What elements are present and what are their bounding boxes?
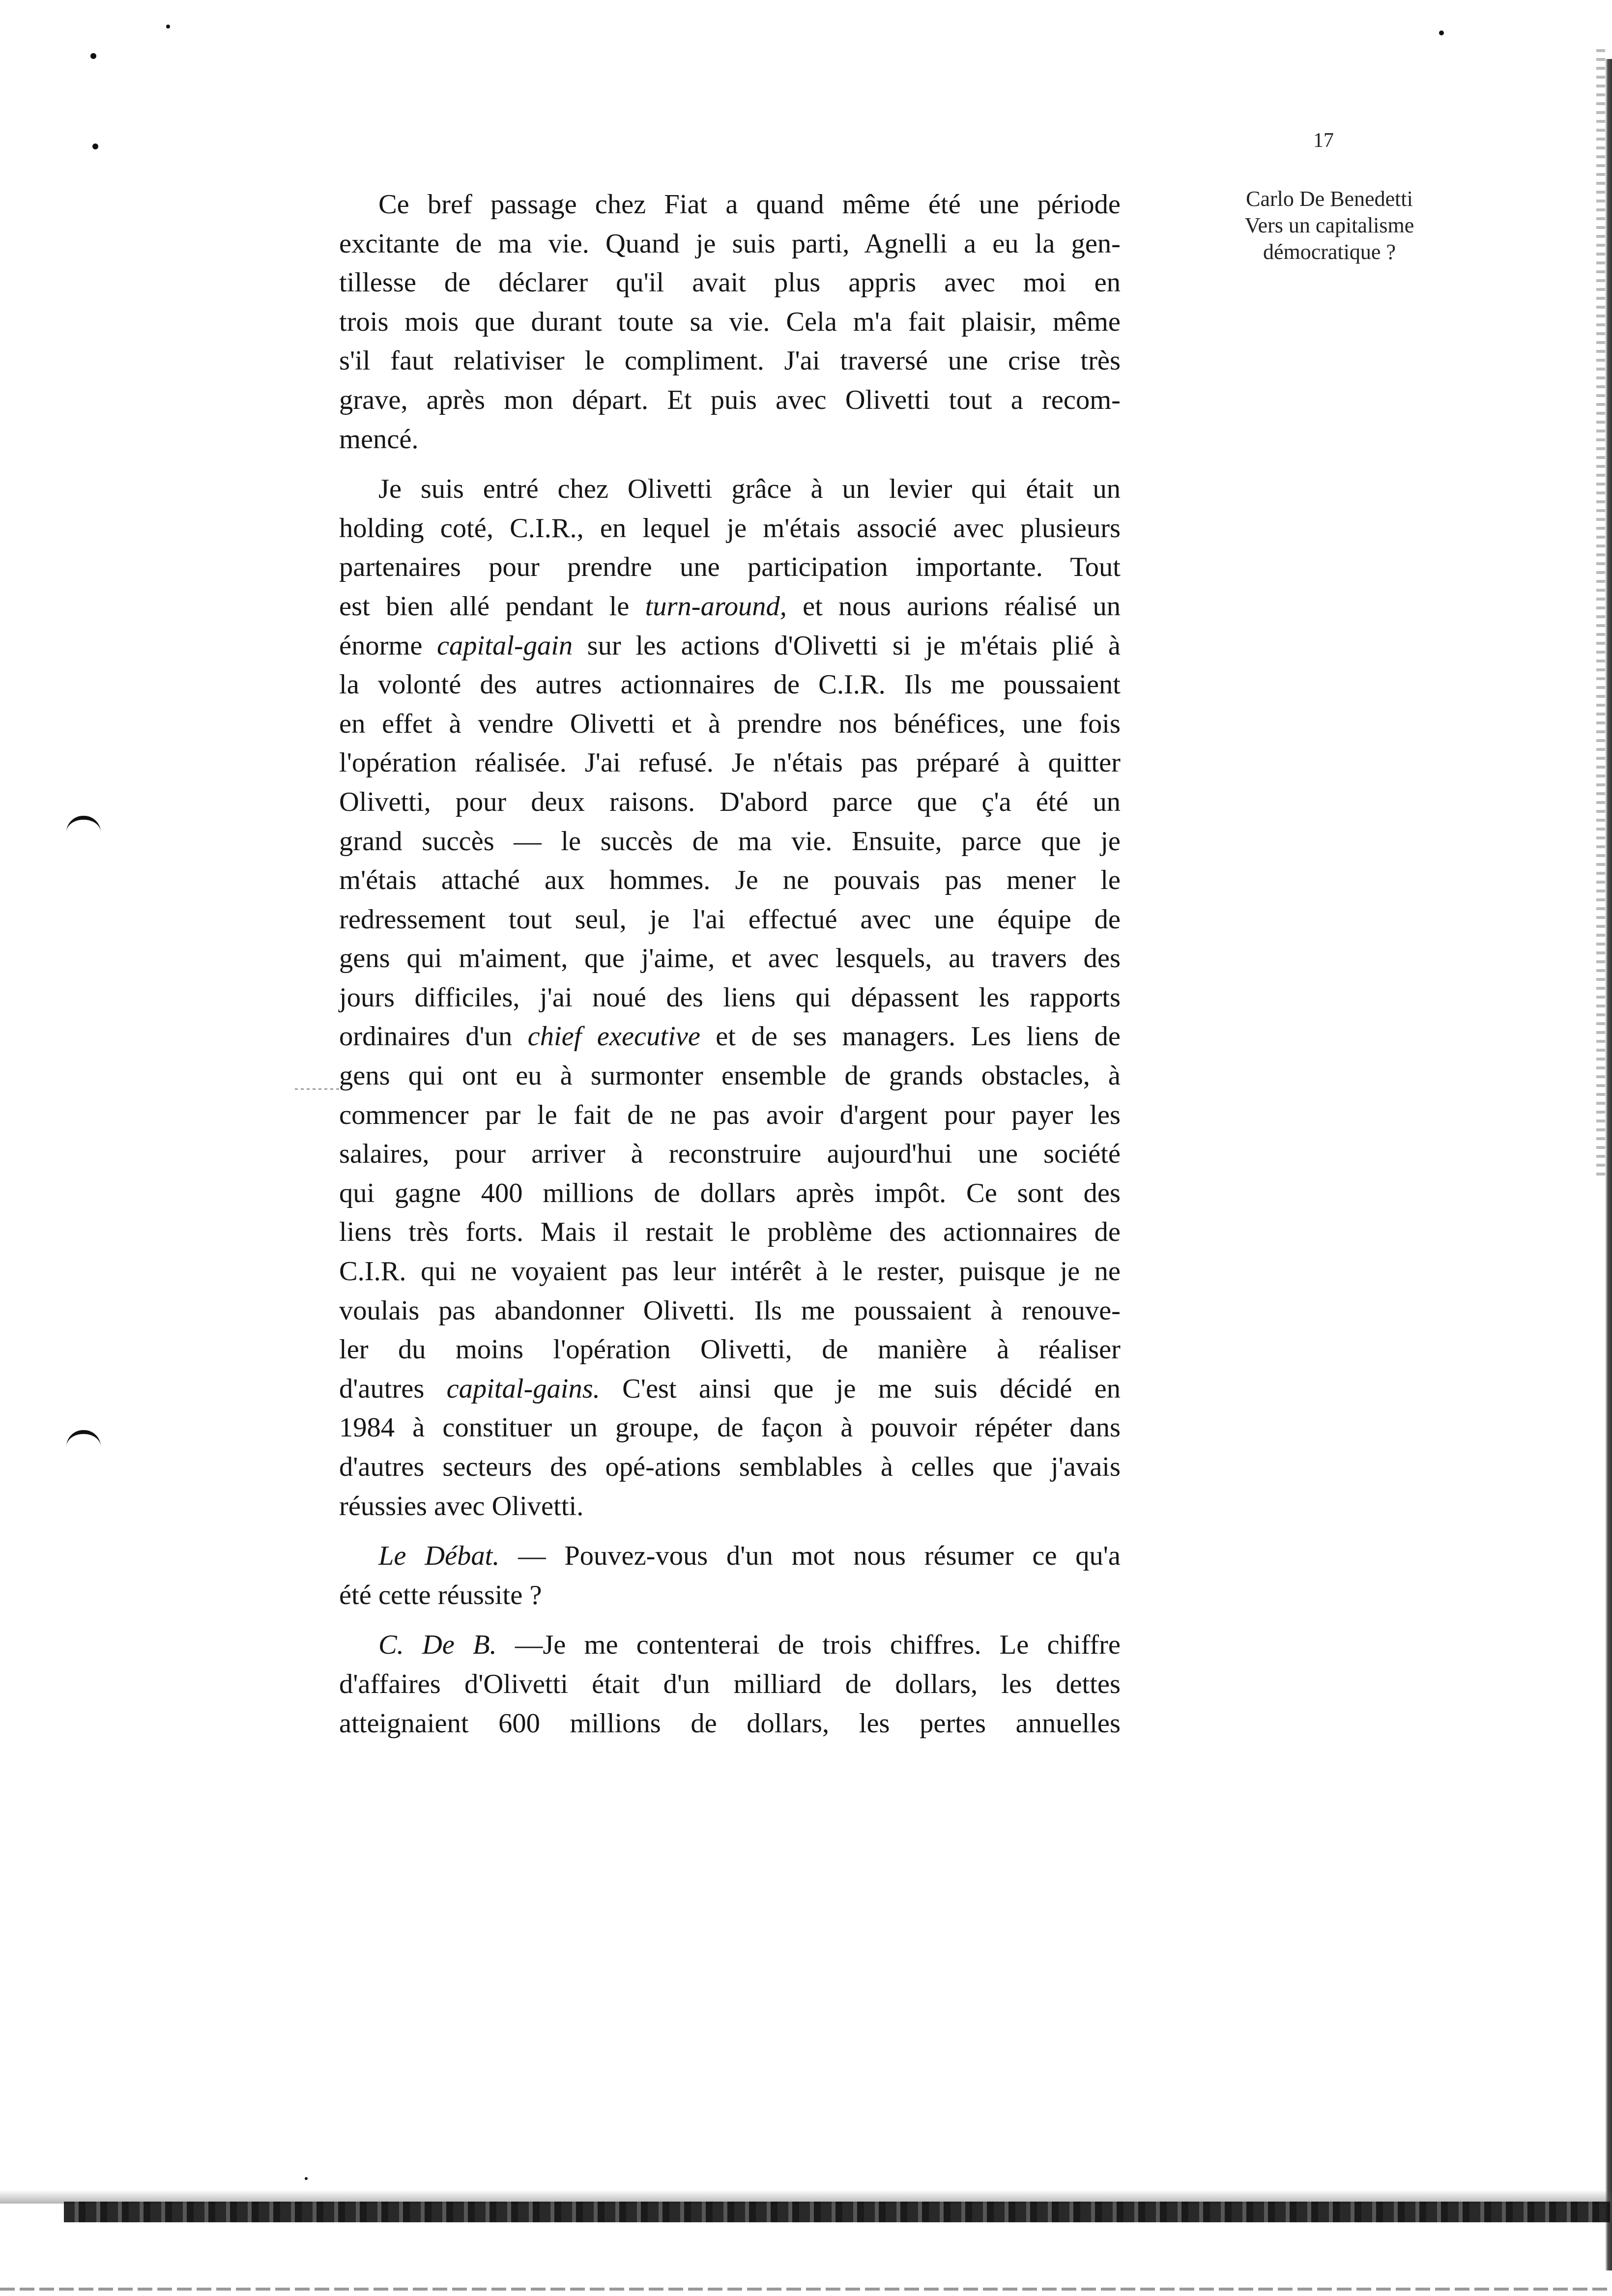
paragraph-4 xyxy=(339,1626,1121,1743)
text-run: et de ses managers. Les liens de xyxy=(700,1021,1121,1052)
binder-hole-mark xyxy=(66,816,101,832)
scan-right-edge-speckle xyxy=(1596,49,1605,1179)
italic-term: capital-gain xyxy=(436,630,573,661)
text-line: salaires, pour arriver à reconstruire aujourd'hui une société xyxy=(339,1139,1121,1170)
text-line: s'il faut relativiser le compliment. J'ai traversé une crise très xyxy=(339,345,1121,376)
text-line: gens qui ont eu à surmonter ensemble de grands obstacles, à xyxy=(339,1061,1121,1091)
scan-dot xyxy=(90,53,96,59)
text-line: C.I.R. qui ne voyaient pas leur intérêt à le rester, puisque je ne xyxy=(339,1256,1121,1287)
text-line: trois mois que durant toute sa vie. Cela m'a fait plaisir, même xyxy=(339,306,1121,337)
text-run: est bien allé pendant le xyxy=(339,591,645,622)
text-line: atteignaient 600 millions de dollars, les pertes annuelles xyxy=(339,1708,1121,1739)
text-line: grave, après mon départ. Et puis avec Olivetti tout a recom- xyxy=(339,384,1121,415)
text-line: partenaires pour prendre une participation importante. Tout xyxy=(339,552,1121,583)
text-line: en effet à vendre Olivetti et à prendre nos bénéfices, une fois xyxy=(339,708,1121,739)
text-line: d'autres secteurs des opé-ations semblables à celles que j'avais xyxy=(339,1452,1121,1482)
running-head-title-line-1: Vers un capitalisme xyxy=(1244,213,1414,237)
text-run: d'autres xyxy=(339,1373,447,1404)
italic-term: capital-gains. xyxy=(446,1373,600,1404)
text-run: ordinaires d'un xyxy=(339,1021,528,1052)
text-line: qui gagne 400 millions de dollars après impôt. Ce sont des xyxy=(339,1177,1121,1208)
text-line: réussies avec Olivetti. xyxy=(339,1491,584,1521)
text-line: la volonté des autres actionnaires de C.I.R. Ils me poussaient xyxy=(339,669,1121,700)
text-line: m'étais attaché aux hommes. Je ne pouvais pas mener le xyxy=(339,865,1121,896)
text-run: énorme xyxy=(339,630,437,661)
running-head xyxy=(1192,186,1467,265)
text-line: grand succès — le succès de ma vie. Ensuite, parce que je xyxy=(339,826,1121,857)
text-line: Je suis entré chez Olivetti grâce à un levier qui était un xyxy=(378,474,1121,505)
running-head-author: Carlo De Benedetti xyxy=(1246,187,1413,211)
speaker-label: Le Débat. xyxy=(378,1541,500,1572)
text-line: Olivetti, pour deux raisons. D'abord parce que ç'a été un xyxy=(339,786,1121,817)
scan-dot xyxy=(166,25,170,29)
text-run: et nous aurions réalisé un xyxy=(786,591,1121,622)
text-line: gens qui m'aiment, que j'aime, et avec lesquels, au travers des xyxy=(339,943,1121,974)
text-line xyxy=(339,587,1121,627)
text-line: d'affaires d'Olivetti était d'un milliard de dollars, les dettes xyxy=(339,1668,1121,1699)
text-line: voulais pas abandonner Olivetti. Ils me poussaient à renouve- xyxy=(339,1295,1121,1326)
text-line: Ce bref passage chez Fiat a quand même été une période xyxy=(378,189,1121,220)
text-line xyxy=(339,1537,1121,1576)
text-run: sur les actions d'Olivetti si je m'étais plié à xyxy=(573,630,1121,661)
text-line: 1984 à constituer un groupe, de façon à pouvoir répéter dans xyxy=(339,1412,1121,1443)
scan-dot xyxy=(1439,30,1444,35)
text-line: jours difficiles, j'ai noué des liens qui dépassent les rapports xyxy=(339,982,1121,1013)
text-line xyxy=(339,1370,1121,1409)
text-line xyxy=(339,1017,1121,1057)
scan-bottom-band xyxy=(64,2202,1612,2222)
text-line: tillesse de déclarer qu'il avait plus appris avec moi en xyxy=(339,267,1121,298)
text-line: été cette réussite ? xyxy=(339,1579,542,1610)
text-line: excitante de ma vie. Quand je suis parti, Agnelli a eu la gen- xyxy=(339,228,1121,259)
scan-bottom-line xyxy=(0,2288,1612,2291)
text-run: — Pouvez-vous d'un mot nous résumer ce qu'a xyxy=(499,1541,1121,1572)
scan-dash xyxy=(295,1089,339,1090)
speaker-label: C. De B. xyxy=(378,1630,497,1661)
scan-right-edge xyxy=(1605,59,1612,2270)
binder-hole-mark xyxy=(66,1430,101,1447)
text-line xyxy=(339,627,1121,666)
running-head-title-line-2: démocratique ? xyxy=(1263,240,1396,264)
paragraph-3 xyxy=(339,1537,1121,1615)
scan-dot xyxy=(92,144,98,149)
text-run: C'est ainsi que je me suis décidé en xyxy=(600,1373,1121,1404)
page-number: 17 xyxy=(1313,129,1334,152)
text-run: —Je me contenterai de trois chiffres. Le chiffre xyxy=(496,1630,1121,1661)
text-line: holding coté, C.I.R., en lequel je m'étais associé avec plusieurs xyxy=(339,513,1121,544)
paragraph-1 xyxy=(339,185,1121,459)
text-line: mencé. xyxy=(339,424,419,455)
text-line: l'opération réalisée. J'ai refusé. Je n'étais pas préparé à quitter xyxy=(339,747,1121,778)
text-line: liens très forts. Mais il restait le problème des actionnaires de xyxy=(339,1217,1121,1248)
scan-dot xyxy=(305,2177,308,2180)
text-line: redressement tout seul, je l'ai effectué avec une équipe de xyxy=(339,904,1121,935)
article-body xyxy=(339,185,1121,1743)
italic-term: turn-around, xyxy=(645,591,787,622)
text-line xyxy=(339,1626,1121,1665)
text-line: ler du moins l'opération Olivetti, de manière à réaliser xyxy=(339,1334,1121,1365)
paragraph-2 xyxy=(339,470,1121,1526)
italic-term: chief executive xyxy=(527,1021,700,1052)
text-line: commencer par le fait de ne pas avoir d'argent pour payer les xyxy=(339,1099,1121,1130)
